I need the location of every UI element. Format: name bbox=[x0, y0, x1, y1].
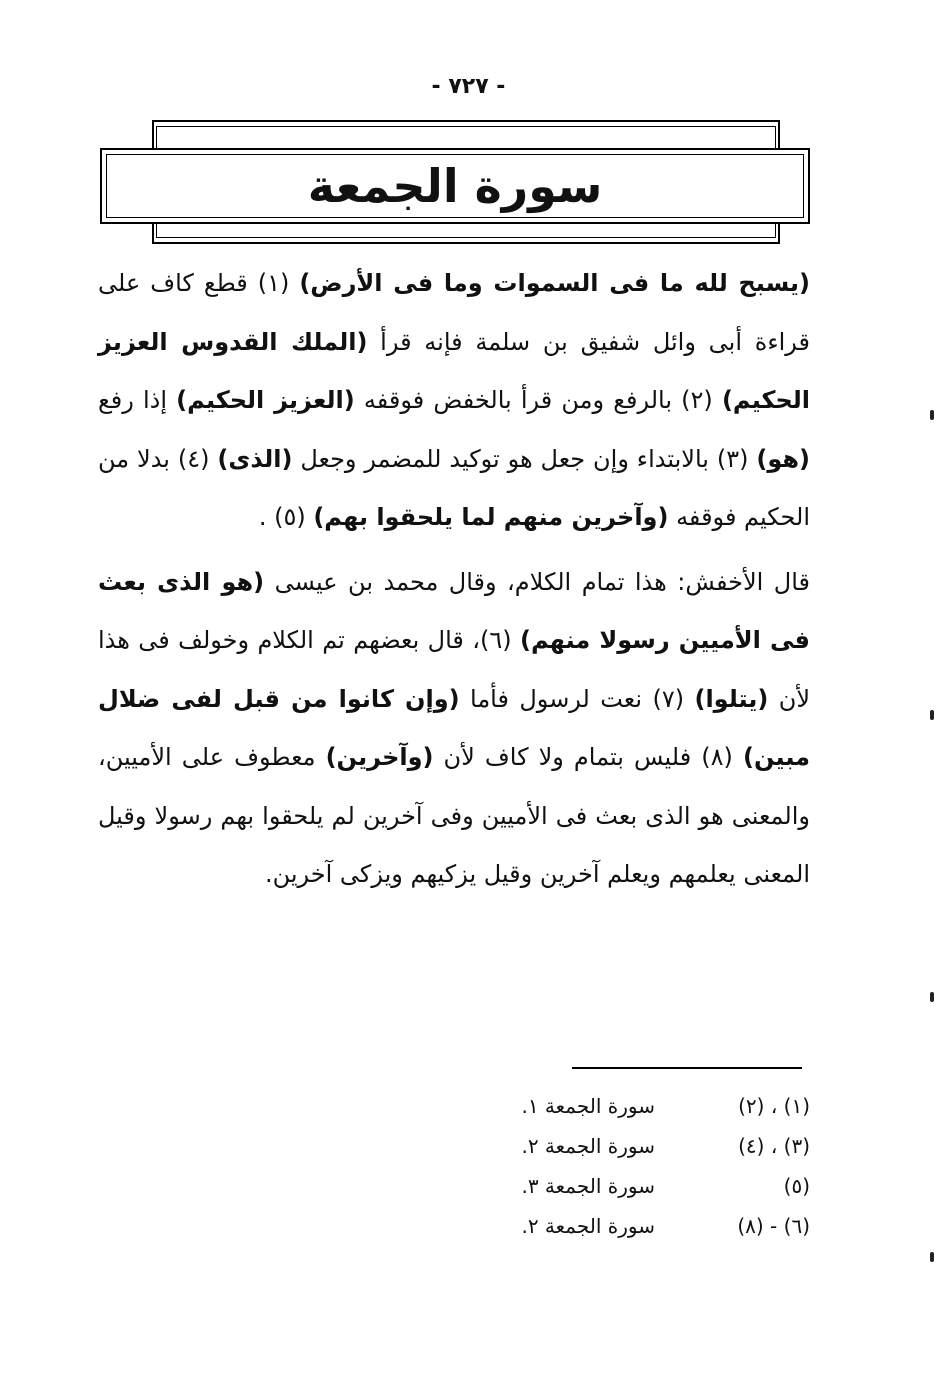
text-run: معطوف على الأميين، والمعنى هو الذى بعث فى الأميين وفى آخرين لم يلحقوا بهم رسولا وقيل المعنى يعلمهم ويعلم آخرين وقيل يزكيهم ويزكى آخرين. bbox=[98, 743, 810, 888]
scan-mark bbox=[930, 710, 934, 720]
text-run: (هو الذى بعث فى الأميين رسولا منهم) bbox=[98, 567, 810, 654]
body-text bbox=[98, 254, 810, 904]
text-run: (١) قطع كاف على قراءة أبى وائل شفيق بن سلمة فإنه قرأ bbox=[98, 269, 810, 356]
footnote-ref: (٣) ، (٤) bbox=[738, 1134, 810, 1158]
footnote-source: سورة الجمعة ٢. bbox=[521, 1214, 655, 1238]
footnote-row bbox=[440, 1086, 810, 1126]
text-run: قال الأخفش: هذا تمام الكلام، وقال محمد بن عيسى bbox=[264, 567, 810, 596]
text-run: (الملك القدوس العزيز الحكيم) bbox=[98, 327, 811, 414]
text-run: (وإن كانوا من قبل لفى ضلال مبين) bbox=[98, 684, 811, 771]
text-run: (٦)، قال بعضهم تم الكلام وخولف فى هذا لأن bbox=[98, 626, 811, 713]
surah-title: سورة الجمعة bbox=[307, 159, 603, 213]
text-run: (الذى) bbox=[217, 444, 293, 473]
footnote-source: سورة الجمعة ٢. bbox=[521, 1134, 655, 1158]
paragraph bbox=[98, 254, 810, 547]
text-run: (٨) فليس بتمام ولا كاف لأن bbox=[433, 743, 743, 771]
page-number: - ٧٢٧ - bbox=[431, 74, 506, 99]
text-run: (وآخرين منهم لما يلحقوا بهم) bbox=[313, 503, 669, 531]
text-run: (العزيز الحكيم) bbox=[176, 386, 355, 414]
scan-mark bbox=[930, 410, 934, 420]
scan-mark bbox=[930, 1252, 934, 1262]
text-run: (٤) بدلا من الحكيم فوقفه bbox=[98, 444, 810, 531]
footnote-row bbox=[440, 1126, 810, 1166]
text-run: (٢) بالرفع ومن قرأ بالخفض فوقفه bbox=[354, 386, 722, 414]
text-run: (هو) bbox=[756, 444, 810, 473]
footnote-ref: (١) ، (٢) bbox=[738, 1094, 810, 1118]
footnote-separator bbox=[572, 1067, 802, 1069]
text-run: إذا رفع bbox=[98, 386, 177, 414]
footnote-row bbox=[440, 1206, 810, 1246]
paragraph bbox=[98, 553, 810, 904]
text-run: (يسبح لله ما فى السموات وما فى الأرض) bbox=[299, 269, 811, 297]
text-run: (وآخرين) bbox=[325, 743, 434, 771]
text-run: (٣) بالابتداء وإن جعل هو توكيد للمضمر وجعل bbox=[292, 444, 757, 473]
text-run: (٧) نعت لرسول فأما bbox=[459, 684, 695, 713]
footnote-ref: (٥) bbox=[783, 1174, 810, 1198]
footnote-source: سورة الجمعة ٣. bbox=[521, 1174, 655, 1198]
footnote-row bbox=[440, 1166, 810, 1206]
footnote-source: سورة الجمعة ١. bbox=[521, 1094, 655, 1118]
footnote-ref: (٦) - (٨) bbox=[737, 1214, 810, 1238]
title-frame bbox=[106, 154, 804, 218]
text-run: (يتلوا) bbox=[694, 684, 769, 713]
text-run: (٥) . bbox=[258, 503, 314, 531]
footnotes bbox=[440, 1086, 810, 1246]
scan-mark bbox=[930, 992, 934, 1002]
